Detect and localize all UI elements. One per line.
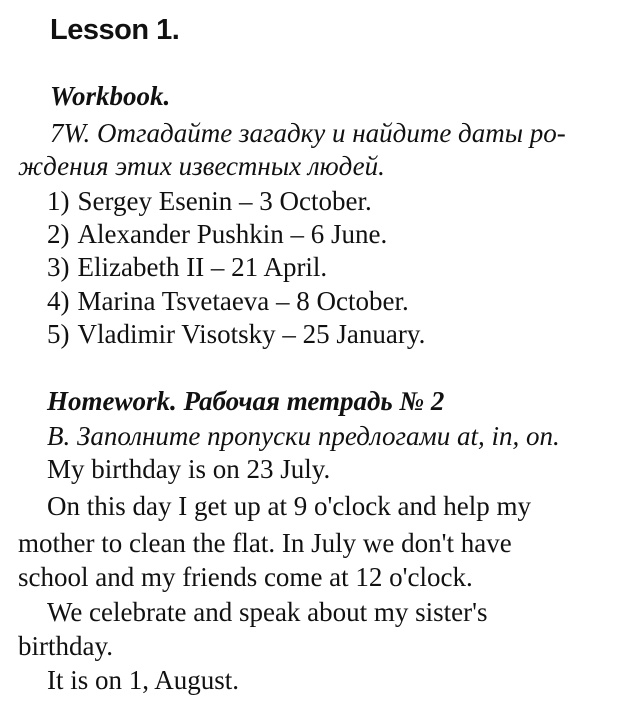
list-item xyxy=(47,218,387,251)
workbook-heading: Workbook. xyxy=(50,81,171,111)
list-item xyxy=(47,318,425,351)
lesson-title: Lesson 1. xyxy=(50,14,180,46)
list-item-text: Elizabeth II – 21 April. xyxy=(77,252,328,282)
homework-instruction: B. Заполните пропуски предлогами at, in, on. xyxy=(47,421,560,451)
list-item-number: 2) xyxy=(47,219,70,249)
homework-text-line-6: birthday. xyxy=(18,631,113,661)
homework-heading: Homework. Рабочая тетрадь № 2 xyxy=(47,386,445,416)
list-item xyxy=(47,285,409,318)
homework-text-line-5: We celebrate and speak about my sister's xyxy=(47,597,488,627)
list-item-number: 4) xyxy=(47,286,70,316)
homework-text-line-4: school and my friends come at 12 o'clock. xyxy=(18,562,473,592)
list-item-text: Vladimir Visotsky – 25 January. xyxy=(77,319,426,349)
homework-text-line-7: It is on 1, August. xyxy=(47,665,240,695)
list-item xyxy=(47,251,327,284)
list-item-number: 5) xyxy=(47,319,70,349)
homework-text-line-3: mother to clean the flat. In July we don't have xyxy=(18,528,512,558)
list-item-text: Marina Tsvetaeva – 8 October. xyxy=(77,286,409,316)
homework-text-line-1: My birthday is on 23 July. xyxy=(47,454,331,484)
list-item-text: Alexander Pushkin – 6 June. xyxy=(77,219,388,249)
list-item xyxy=(47,185,372,218)
list-item-text: Sergey Esenin – 3 October. xyxy=(77,186,372,216)
list-item-number: 1) xyxy=(47,186,70,216)
workbook-instruction-line-2: ждения этих известных людей. xyxy=(18,151,385,181)
workbook-instruction-line-1: 7W. Отгадайте загадку и найдите даты ро- xyxy=(50,118,566,148)
list-item-number: 3) xyxy=(47,252,70,282)
homework-text-line-2: On this day I get up at 9 o'clock and help my xyxy=(47,491,532,521)
